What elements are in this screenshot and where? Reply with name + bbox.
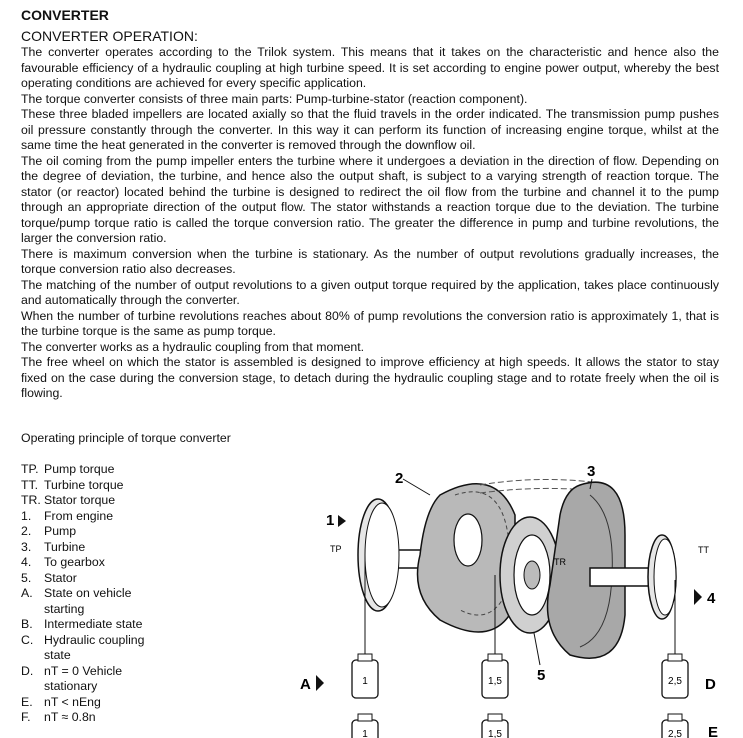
- weight-label: 2,5: [668, 729, 682, 738]
- legend-key: A.: [21, 586, 33, 600]
- legend-item: [21, 571, 154, 587]
- legend-item: [21, 695, 154, 711]
- diagram-svg: [290, 455, 730, 738]
- callout-stator: 5: [537, 667, 546, 684]
- from-engine-arrow-icon: [338, 515, 346, 527]
- paragraph: The converter operates according to the Trilok system. This means that it takes on the characteristic and hence also the favourable efficiency of a hydraulic coupling at high turbine speed. It is set according to engine power output, whereby the best operating conditions are achieved for every specific application.: [21, 45, 719, 90]
- legend-key: E.: [21, 694, 33, 709]
- section-title: CONVERTER OPERATION:: [21, 28, 198, 44]
- paragraph: There is maximum conversion when the turbine is stationary. As the number of output revolutions gradually increases, the torque conversion ratio also decreases.: [21, 246, 719, 276]
- callout-pump: 2: [395, 470, 404, 487]
- label-tt: TT: [698, 545, 709, 555]
- legend-item: [21, 540, 154, 556]
- weight-label: 1: [362, 676, 368, 687]
- legend-item: [21, 586, 154, 617]
- input-flywheel-face: [365, 503, 399, 607]
- row-label-d: D: [705, 676, 716, 693]
- row-label-a: A: [300, 676, 311, 693]
- legend-item: [21, 493, 154, 509]
- weight-label: 1,5: [488, 676, 502, 687]
- legend-item: [21, 633, 154, 664]
- label-tr: TR: [554, 557, 566, 567]
- legend-item: [21, 555, 154, 571]
- legend-key: 5.: [21, 570, 32, 585]
- legend-item: [21, 710, 154, 726]
- output-flywheel-face: [654, 539, 676, 615]
- legend-value: nT = 0 Vehicle stationary: [44, 663, 123, 693]
- callout-to-gearbox: 4: [707, 590, 716, 607]
- legend-value: Hydraulic coupling state: [44, 632, 145, 662]
- legend-item: [21, 509, 154, 525]
- label-tp: TP: [330, 544, 342, 554]
- legend-value: Pump torque: [44, 462, 115, 476]
- legend-value: Turbine: [44, 539, 86, 554]
- legend-item: [21, 617, 154, 633]
- weight-label: 2,5: [668, 676, 682, 687]
- figure-legend: [21, 462, 154, 726]
- paragraph: The free wheel on which the stator is assembled is designed to improve efficiency at high speeds. It allows the stator to stay fixed on the case during the conversion stage, to detach during the hydraulic coupling stage and to rotate freely when the oil is flowing.: [21, 355, 719, 400]
- legend-key: TP.: [21, 462, 39, 476]
- page-title: CONVERTER: [21, 7, 109, 23]
- legend-key: B.: [21, 617, 33, 631]
- torque-converter-diagram: [290, 455, 730, 738]
- pump-hub: [454, 514, 482, 566]
- row-label-e: E: [708, 724, 719, 738]
- legend-value: Intermediate state: [44, 617, 143, 631]
- legend-value: Turbine torque: [44, 477, 124, 492]
- legend-key: TT.: [21, 477, 39, 492]
- legend-key: 2.: [21, 524, 32, 538]
- legend-value: To gearbox: [44, 555, 105, 569]
- legend-item: [21, 462, 154, 478]
- legend-key: 3.: [21, 539, 32, 554]
- to-gearbox-arrow-icon: [694, 589, 702, 605]
- legend-key: 4.: [21, 555, 32, 569]
- legend-key: 1.: [21, 508, 32, 523]
- legend-key: D.: [21, 663, 34, 678]
- body-text: [21, 45, 719, 402]
- legend-item: [21, 478, 154, 494]
- legend-value: Stator: [44, 570, 77, 585]
- callout-turbine: 3: [587, 463, 596, 480]
- paragraph: When the number of turbine revolutions reaches about 80% of pump revolutions the conversion ratio is approximately 1, that is the turbine torque is the same as pump torque.: [21, 308, 719, 338]
- paragraph: These three bladed impellers are located axially so that the fluid travels in the order indicated. The transmission pump pushes oil pressure constantly through the converter. In this way it can perform its function of increasing engine torque, whilst at the same time the heat generated in the converter is removed through the downflow oil.: [21, 107, 719, 152]
- paragraph: The converter works as a hydraulic coupling from that moment.: [21, 339, 365, 354]
- legend-value: nT ≈ 0.8n: [44, 710, 96, 724]
- legend-key: F.: [21, 710, 31, 724]
- weight-row2: [352, 714, 688, 738]
- paragraph: The matching of the number of output revolutions to a given output torque required by the application, takes place continuously and automatically through the converter.: [21, 277, 719, 307]
- legend-value: Stator torque: [44, 493, 116, 507]
- weight-label: 1,5: [488, 729, 502, 738]
- stator-hub: [524, 561, 540, 589]
- legend-value: State on vehicle starting: [44, 586, 132, 616]
- legend-value: nT < nEng: [44, 694, 101, 709]
- legend-value: From engine: [44, 508, 114, 523]
- legend-value: Pump: [44, 524, 77, 538]
- paragraph: The oil coming from the pump impeller enters the turbine where it undergoes a deviation in the direction of flow. Depending on the degree of deviation, the turbine, and hence also the output shaft, is subject to a varying strength of reaction torque. The stator (or reactor) located behind the turbine is designed to redirect the oil flow from the turbine and channel it to the pump through an appropriate direction of the output flow. The stator withstands a reaction torque due to the deviation. The turbine torque/pump torque ratio is called the torque conversion ratio. The greater the difference in pump and turbine revolutions, the larger the conversion ratio.: [21, 153, 719, 245]
- figure-caption: Operating principle of torque converter: [21, 431, 231, 445]
- row-a-arrow-icon: [316, 675, 324, 691]
- legend-item: [21, 664, 154, 695]
- legend-key: TR.: [21, 493, 41, 507]
- paragraph: The torque converter consists of three main parts: Pump-turbine-stator (reaction component).: [21, 91, 528, 106]
- legend-item: [21, 524, 154, 540]
- legend-key: C.: [21, 632, 34, 647]
- document-body: [21, 6, 719, 402]
- callout-from-engine: 1: [326, 512, 335, 529]
- weight-label: 1: [362, 729, 368, 738]
